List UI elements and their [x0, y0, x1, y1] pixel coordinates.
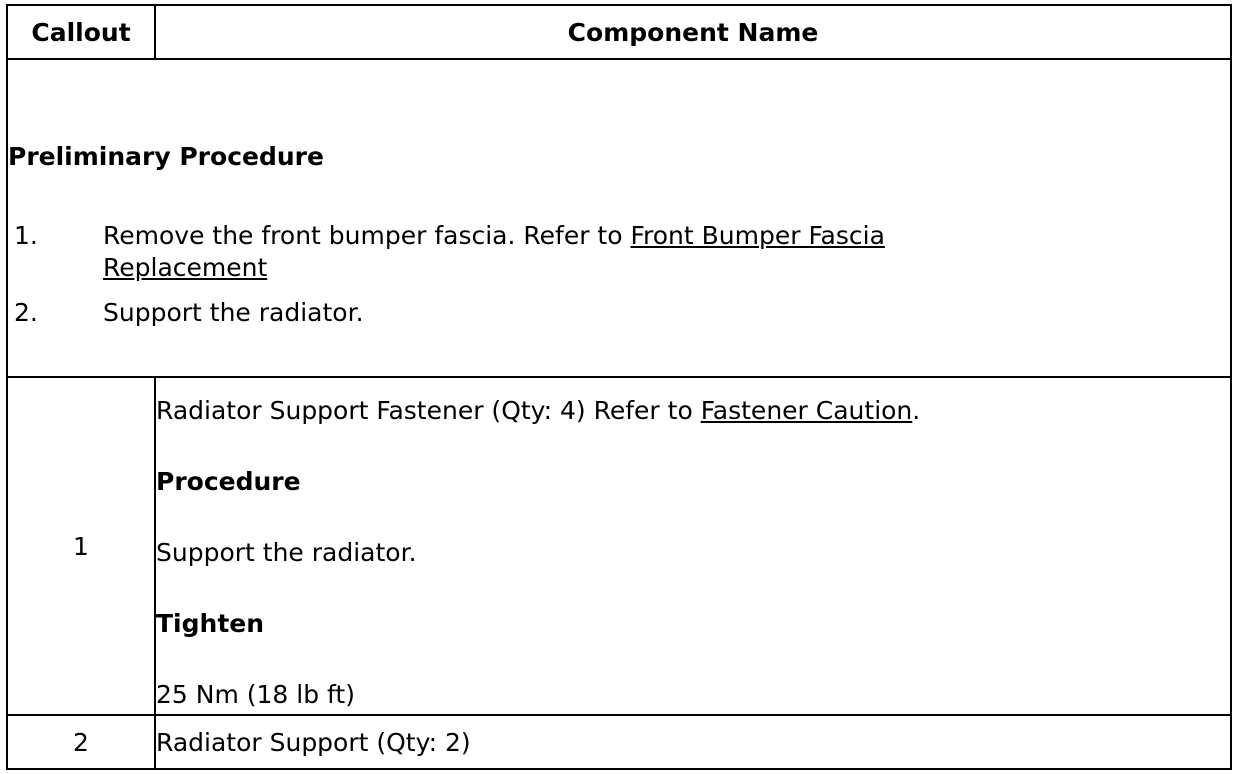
component-text: Radiator Support Fastener (Qty: 4) Refer to: [156, 396, 701, 425]
step-text: Remove the front bumper fascia. Refer to: [103, 221, 631, 250]
front-bumper-fascia-replacement-link[interactable]: Front Bumper Fascia Replacement: [103, 221, 885, 282]
tighten-heading: Tighten: [156, 609, 265, 638]
callout-number: 1: [7, 377, 155, 715]
step-number: 2.: [14, 298, 38, 327]
header-component-name: Component Name: [155, 5, 1231, 59]
step-text: Support the radiator.: [103, 298, 364, 327]
preliminary-steps-list: [8, 220, 1230, 329]
component-suffix: .: [912, 396, 921, 425]
callout-number: 2: [7, 715, 155, 769]
table-row: [7, 715, 1231, 769]
step-number: 1.: [14, 221, 38, 250]
header-callout: Callout: [7, 5, 155, 59]
component-cell: [155, 377, 1231, 715]
preliminary-step: [8, 220, 973, 284]
fastener-caution-link[interactable]: Fastener Caution: [700, 396, 913, 425]
preliminary-procedure-cell: [7, 59, 1231, 377]
component-name: Radiator Support (Qty: 2): [155, 715, 1231, 769]
procedure-heading: Procedure: [156, 467, 301, 496]
procedure-text: Support the radiator.: [156, 538, 417, 567]
tighten-value: 25 Nm (18 lb ft): [156, 680, 355, 709]
preliminary-procedure-title: Preliminary Procedure: [8, 142, 324, 171]
preliminary-row: [7, 59, 1231, 377]
table-header-row: [7, 5, 1231, 59]
component-table: [6, 4, 1232, 770]
preliminary-step: [8, 297, 973, 329]
component-name: [156, 396, 1230, 426]
table-row: [7, 377, 1231, 715]
